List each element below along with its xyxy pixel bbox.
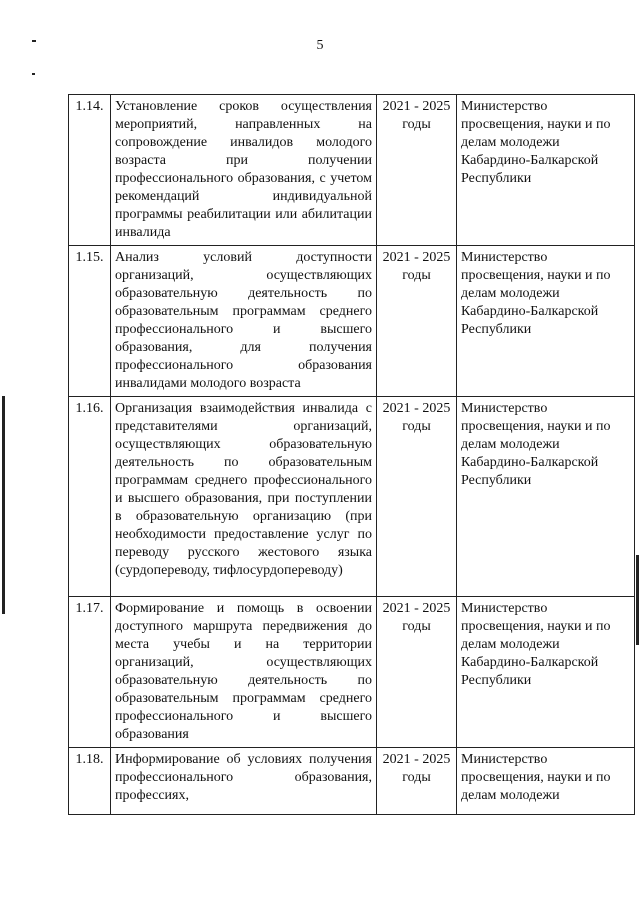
item-period: 2021 - 2025 годы <box>377 95 457 246</box>
item-number: 1.18. <box>69 748 111 815</box>
margin-mark <box>32 40 36 42</box>
item-responsible: Министерство просвещения, науки и по делам молодежи <box>457 748 635 815</box>
margin-mark <box>32 73 35 75</box>
item-period: 2021 - 2025 годы <box>377 246 457 397</box>
item-number: 1.14. <box>69 95 111 246</box>
plan-table <box>68 94 635 815</box>
item-responsible: Министерство просвещения, науки и по делам молодежи Кабардино-Балкарской Республики <box>457 397 635 597</box>
item-description: Информирование об условиях получения профессионального образования, профессиях, <box>111 748 377 815</box>
item-number: 1.16. <box>69 397 111 597</box>
item-number: 1.17. <box>69 597 111 748</box>
item-description: Анализ условий доступности организаций, осуществляющих образовательную деятельность по образовательным программам среднего профессионального и высшего образования, для получения профессионального образования инвалидами молодого возраста <box>111 246 377 397</box>
item-description: Установление сроков осуществления мероприятий, направленных на сопровождение инвалидов молодого возраста при получении профессионального образования, с учетом рекомендаций индивидуальной программы реабилитации или абилитации инвалида <box>111 95 377 246</box>
item-responsible: Министерство просвещения, науки и по делам молодежи Кабардино-Балкарской Республики <box>457 95 635 246</box>
item-description: Организация взаимодействия инвалида с представителями организаций, осуществляющих образовательную деятельность по образовательным программам среднего профессионального и высшего образования, при поступлении в образовательную организацию (при необходимости предоставление услуг по переводу русского жестового языка (сурдопереводу, тифлосурдопереводу) <box>111 397 377 597</box>
table-row <box>69 95 635 246</box>
item-description: Формирование и помощь в освоении доступного маршрута передвижения до места учебы и на территории организаций, осуществляющих образовательную деятельность по образовательным программам среднего профессионального и высшего образования <box>111 597 377 748</box>
item-period: 2021 - 2025 годы <box>377 397 457 597</box>
margin-mark <box>636 555 639 645</box>
item-responsible: Министерство просвещения, науки и по делам молодежи Кабардино-Балкарской Республики <box>457 597 635 748</box>
table-row <box>69 748 635 815</box>
table-row <box>69 597 635 748</box>
item-period: 2021 - 2025 годы <box>377 748 457 815</box>
page-number: 5 <box>316 38 324 53</box>
item-period: 2021 - 2025 годы <box>377 597 457 748</box>
table-row <box>69 246 635 397</box>
item-responsible: Министерство просвещения, науки и по делам молодежи Кабардино-Балкарской Республики <box>457 246 635 397</box>
margin-mark <box>2 396 5 614</box>
item-number: 1.15. <box>69 246 111 397</box>
table-row <box>69 397 635 597</box>
